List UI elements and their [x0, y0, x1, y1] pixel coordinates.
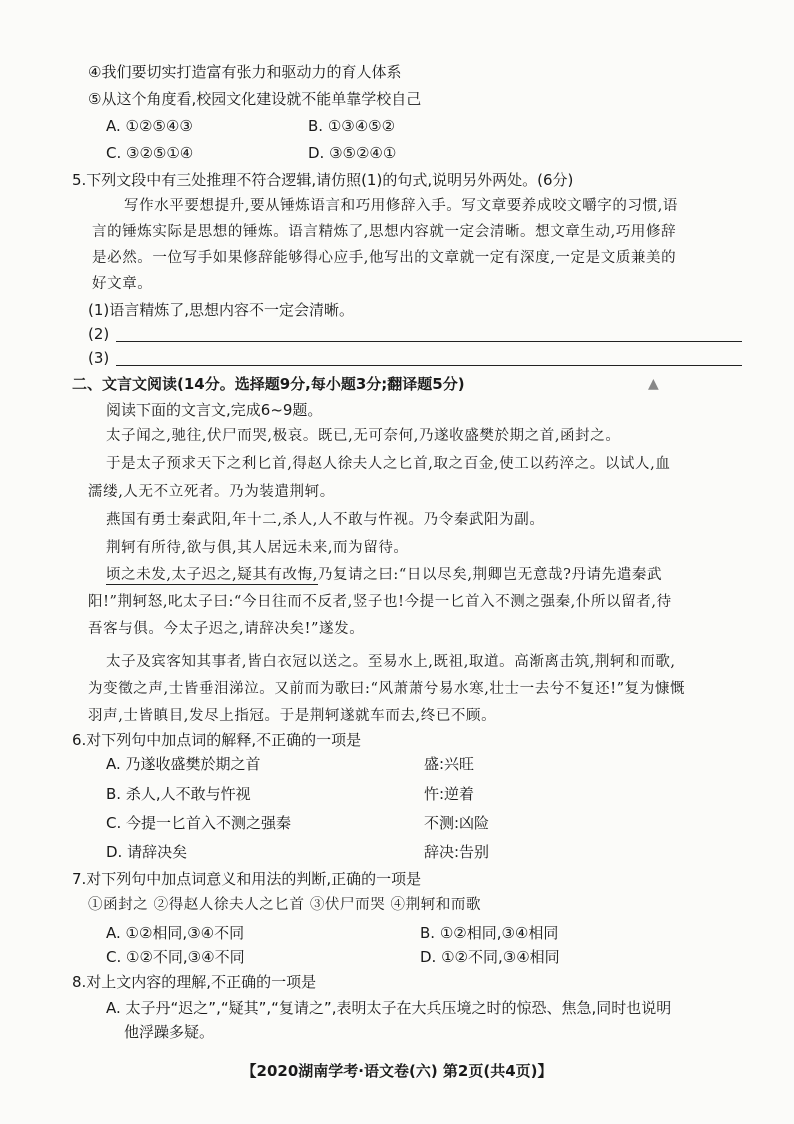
page-footer: 【2020湖南学考·语文卷(六) 第2页(共4页)】: [241, 1062, 553, 1080]
q7-option-a: A. ①②相同,③④不同: [106, 924, 245, 942]
q7-option-d: D. ①②不同,③④相同: [420, 948, 560, 966]
q5-answer-line-3[interactable]: [116, 365, 742, 366]
q6-option-b: B. 杀人,人不敢与忤视: [106, 785, 251, 803]
q5-answer-1: (1)语言精炼了,思想内容不一定会清晰。: [88, 301, 355, 319]
q4-item-4: ④我们要切实打造富有张力和驱动力的育人体系: [88, 63, 402, 81]
q4-option-d: D. ③⑤②④①: [308, 144, 397, 162]
q7-stem: 7.对下列句中加点词意义和用法的判断,正确的一项是: [72, 870, 422, 888]
classical-p2-line-1: 于是太子预求天下之利匕首,得赵人徐夫人之匕首,取之百金,使工以药淬之。以试人,血: [106, 456, 671, 472]
q6-option-c: C. 今提一匕首入不测之强秦: [106, 814, 292, 832]
q4-item-5: ⑤从这个角度看,校园文化建设就不能单靠学校自己: [88, 90, 422, 108]
classical-p5-line-2: 阳!”荆轲怒,叱太子曰:“今日往而不反者,竖子也!今提一匕首入不测之强秦,仆所以留者,待: [88, 594, 672, 610]
classical-p6-line-2: 为变徵之声,士皆垂泪涕泣。又前而为歌曰:“风萧萧兮易水寒,壮士一去兮不复还!”复为慷慨: [88, 681, 686, 697]
q8-option-a-line-2: 他浮躁多疑。: [124, 1023, 215, 1041]
classical-p3: 燕国有勇士秦武阳,年十二,杀人,人不敢与忤视。乃令秦武阳为副。: [106, 512, 545, 528]
q5-stem: 5.下列文段中有三处推理不符合逻辑,请仿照(1)的句式,说明另外两处。(6分): [72, 171, 574, 189]
q5-passage-line-3: 是必然。一位写手如果修辞能够得心应手,他写出的文章就一定有深度,一定是文质兼美的: [92, 250, 677, 266]
section-2-instruction: 阅读下面的文言文,完成6~9题。: [106, 401, 323, 419]
q7-option-b: B. ①②相同,③④相同: [420, 924, 559, 942]
q4-option-b: B. ①③④⑤②: [308, 117, 396, 135]
q8-stem: 8.对上文内容的理解,不正确的一项是: [72, 973, 317, 991]
q5-passage-line-2: 言的锤炼实际是思想的锤炼。语言精炼了,思想内容就一定会清晰。想文章生动,巧用修辞: [92, 224, 677, 240]
underlined-sentence: 顷之未发,太子迟之,疑其有改悔,: [106, 567, 318, 583]
q6-option-b-gloss: 忤:逆着: [424, 785, 475, 803]
classical-p5-line-1: 顷之未发,太子迟之,疑其有改悔,乃复请之曰:“日以尽矣,荆卿岂无意哉?丹请先遣秦武: [106, 567, 663, 583]
classical-p5-line-3: 吾客与俱。今太子迟之,请辞决矣!”遂发。: [88, 621, 365, 637]
q5-answer-line-2[interactable]: [116, 341, 742, 342]
q6-option-a: A. 乃遂收盛樊於期之首: [106, 755, 261, 773]
classical-p2-line-2: 濡缕,人无不立死者。乃为装遣荆轲。: [88, 484, 335, 500]
classical-p6-line-3: 羽声,士皆瞋目,发尽上指冠。于是荆轲遂就车而去,终已不顾。: [88, 708, 497, 724]
q5-label-3: (3): [88, 349, 110, 367]
q4-option-c: C. ③②⑤①④: [106, 144, 194, 162]
q6-option-c-gloss: 不测:凶险: [424, 814, 490, 832]
q6-option-d-gloss: 辞决:告别: [424, 843, 490, 861]
section-2-heading: 二、文言文阅读(14分。选择题9分,每小题3分;翻译题5分): [72, 375, 465, 393]
classical-p4: 荆轲有所待,欲与俱,其人居远未来,而为留待。: [106, 540, 409, 556]
q7-option-c: C. ①②不同,③④不同: [106, 948, 245, 966]
q4-option-a: A. ①②⑤④③: [106, 117, 193, 135]
classical-p6-line-1: 太子及宾客知其事者,皆白衣冠以送之。至易水上,既祖,取道。高渐离击筑,荆轲和而歌,: [106, 654, 676, 670]
q5-label-2: (2): [88, 325, 110, 343]
q6-stem: 6.对下列句中加点词的解释,不正确的一项是: [72, 731, 362, 749]
classical-p1: 太子闻之,驰往,伏尸而哭,极哀。既已,无可奈何,乃遂收盛樊於期之首,函封之。: [106, 428, 621, 444]
scan-artifact-mark: ▲: [648, 376, 659, 392]
q6-option-a-gloss: 盛:兴旺: [424, 755, 475, 773]
q7-items: ①函封之 ②得赵人徐夫人之匕首 ③伏尸而哭 ④荆轲和而歌: [88, 897, 482, 913]
q6-option-d: D. 请辞决矣: [106, 843, 188, 861]
q5-passage-line-4: 好文章。: [92, 276, 153, 292]
q5-passage-line-1: 写作水平要想提升,要从锤炼语言和巧用修辞入手。写文章要养成咬文嚼字的习惯,语: [124, 198, 679, 214]
q8-option-a-line-1: A. 太子丹“迟之”,“疑其”,“复请之”,表明太子在大兵压境之时的惊恐、焦急,同时也说明: [106, 999, 672, 1017]
